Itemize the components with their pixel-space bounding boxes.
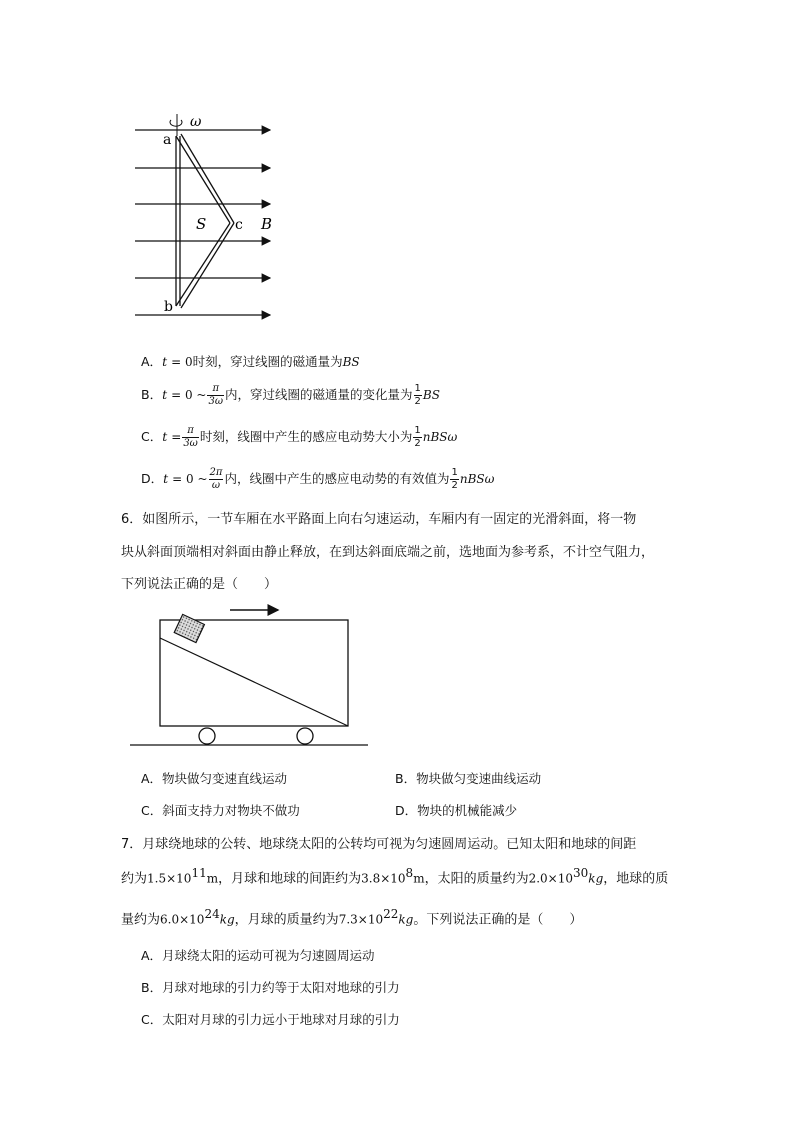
q6-option-c: C．斜面支持力对物块不做功 [141,803,300,818]
q7-option-c: C．太阳对月球的引力远小于地球对月球的引力 [141,1012,400,1027]
coil-field-figure [130,108,280,323]
q6-option-b: B．物块做匀变速曲线运动 [395,771,542,786]
q7-option-a: A．月球绕太阳的运动可视为匀速圆周运动 [141,948,375,963]
wheel-left [199,728,215,744]
q6-line-2: 块从斜面顶端相对斜面由静止释放，在到达斜面底端之前，选地面为参考系，不计空气阻力， [121,545,655,560]
omega-label: ω [190,114,202,130]
q7-line-1: 7．月球绕地球的公转、地球绕太阳的公转均可视为匀速圆周运动。已知太阳和地球的间距 [121,837,637,852]
q7-line-3: 量约为$6.0\times 10^{24}kg$，月球的质量约为$7.3\times 10^{22}kg$。下列说法正确的是（ ） [121,907,583,928]
q6-option-a: A．物块做匀变速直线运动 [141,771,288,786]
train-car-figure [128,598,378,750]
incline [160,638,348,726]
point-c-label: c [235,217,243,233]
q6-line-1: 6．如图所示，一节车厢在水平路面上向右匀速运动，车厢内有一固定的光滑斜面，将一物 [121,512,637,527]
q6-line-3: 下列说法正确的是（ ） [121,577,278,592]
q5-option-d: D．t = 0 ~ $\frac{2\pi}{\omega}$ 内，线圈中产生的感应电动势的有效值为 $\frac{1}{2}$ nBSω [141,467,495,491]
q5-option-c: C．t = $\frac{\pi}{3\omega}$ 时刻，线圈中产生的感应电动势大小为 $\frac{1}{2}$ nBSω [141,425,458,449]
point-b-label: b [164,299,173,315]
area-s-label: S [196,215,207,233]
point-a-label: a [163,132,172,148]
rotation-arrow-icon [170,120,182,126]
q5-option-b: B．t = 0 ~ $\frac{\pi}{3\omega}$ 内，穿过线圈的磁通量的变化量为 $\frac{1}{2}$ BS [141,383,440,407]
q7-option-b: B．月球对地球的引力约等于太阳对地球的引力 [141,980,400,995]
field-b-label: B [261,215,273,233]
q7-line-2: 约为$1.5\times 10^{11}m$，月球和地球的间距约为$3.8\times 10^8m$，太阳的质量约为$2.0\times 10^{30}kg$，地球的质 [121,866,669,887]
block [174,614,204,642]
q6-option-d: D．物块的机械能减少 [395,803,518,818]
wheel-right [297,728,313,744]
q5-option-a: A．t = 0时刻，穿过线圈的磁通量为BS [141,354,360,369]
